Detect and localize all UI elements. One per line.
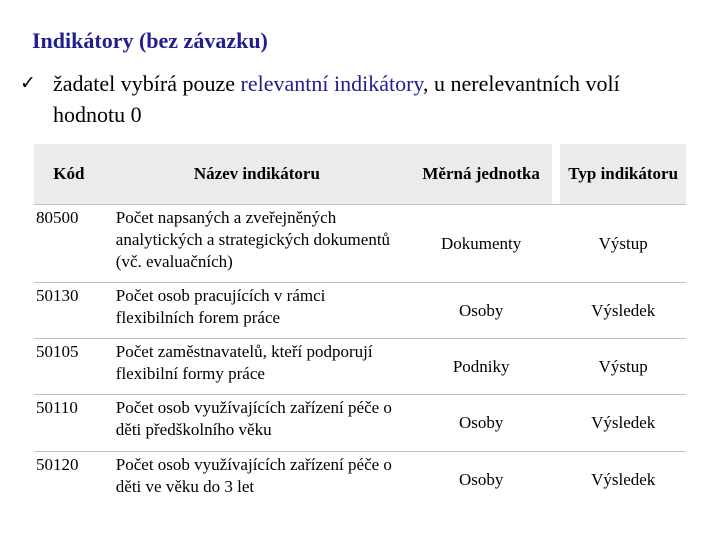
cell-typ: Výsledek	[560, 283, 686, 339]
cell-jednotka: Podniky	[410, 339, 552, 395]
cell-spacer	[552, 205, 560, 283]
cell-spacer	[552, 283, 560, 339]
header-typ: Typ indikátoru	[560, 144, 686, 205]
cell-typ: Výsledek	[560, 395, 686, 452]
cell-spacer	[552, 339, 560, 395]
bullet-suffix: , u nerelevantních volí hodnotu 0	[53, 71, 620, 127]
cell-kod: 50110	[34, 395, 104, 452]
cell-kod: 50120	[36, 455, 79, 474]
cell-jednotka: Osoby	[458, 470, 504, 490]
cell-nazev: Počet osob využívajících zařízení péče o děti předškolního věku	[104, 395, 410, 452]
header-spacer	[552, 144, 560, 205]
cell-kod: 50105	[34, 339, 104, 395]
header-kod: Kód	[34, 144, 104, 205]
checkmark-icon: ✓	[20, 72, 36, 94]
table-row	[34, 452, 686, 509]
cell-nazev: Počet zaměstnavatelů, kteří podporují flexibilní formy práce	[104, 339, 410, 395]
bullet-point	[20, 68, 660, 130]
table-row	[34, 283, 686, 339]
table-row	[34, 205, 686, 283]
cell-nazev: Počet osob pracujících v rámci flexibilních forem práce	[104, 283, 410, 339]
table-row	[34, 395, 686, 452]
bullet-text	[53, 68, 660, 130]
cell-jednotka: Osoby	[410, 395, 552, 452]
header-nazev: Název indikátoru	[104, 144, 410, 205]
cell-jednotka: Osoby	[410, 283, 552, 339]
cell-kod: 50130	[34, 283, 104, 339]
cell-kod: 80500	[34, 205, 104, 283]
slide-title: Indikátory (bez závazku)	[32, 28, 268, 53]
cell-typ: Výsledek	[591, 470, 656, 490]
cell-spacer	[552, 395, 560, 452]
indicator-table	[34, 144, 686, 509]
cell-typ: Výstup	[560, 205, 686, 283]
cell-spacer	[552, 452, 560, 509]
cell-nazev: Počet napsaných a zveřejněných analytických a strategických dokumentů (vč. evaluačních)	[104, 205, 410, 283]
header-jednotka: Měrná jednotka	[410, 144, 552, 205]
bullet-prefix: žadatel vybírá pouze	[53, 71, 241, 96]
bullet-highlight: relevantní indikátory	[240, 71, 423, 96]
cell-jednotka: Dokumenty	[410, 205, 552, 283]
table-row	[34, 339, 686, 395]
cell-nazev: Počet osob využívajících zařízení péče o děti ve věku do 3 let	[115, 455, 392, 496]
table-header-row	[34, 144, 686, 205]
cell-typ: Výstup	[560, 339, 686, 395]
